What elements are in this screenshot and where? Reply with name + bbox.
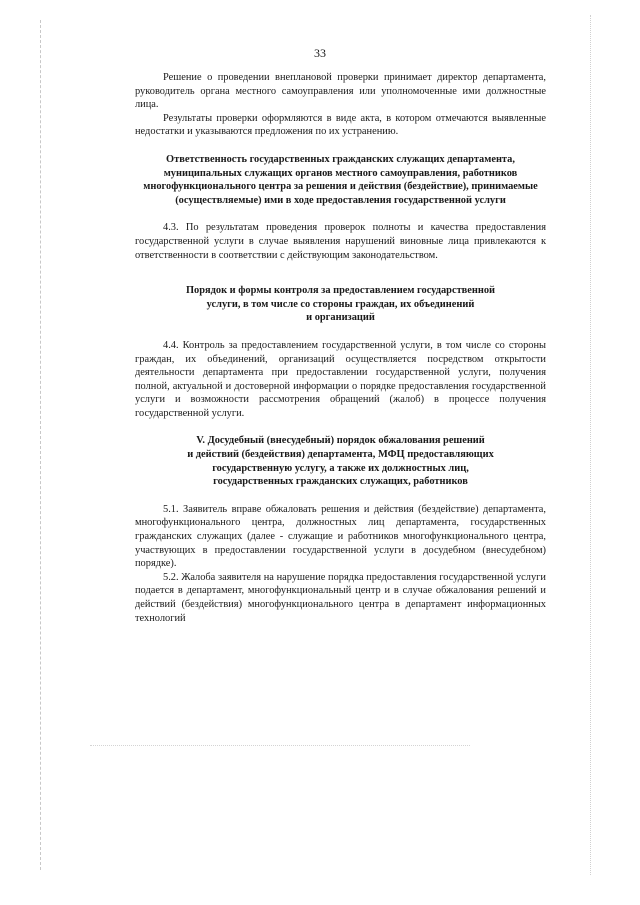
- paragraph-5-2: 5.2. Жалоба заявителя на нарушение порядка предоставления государственной услуги подается в департамент, многофункциональный центр и в случае обжалования решений и действий (бездействия) многофункционального центра в департамент информационных технологий: [135, 571, 546, 624]
- heading-section-v-line: государственных гражданских служащих, работников: [213, 476, 468, 488]
- heading-control-forms-line: Порядок и формы контроля за предоставлением государственной: [185, 285, 496, 297]
- heading-control-forms-line: и организаций: [306, 312, 375, 324]
- paragraph-5-1: 5.1. Заявитель вправе обжаловать решения и действия (бездействие) департамента, многофункционального центра, должностных лиц департамента, государственных гражданских служащих (далее - служащие и работников многофункционального центра, участвующих в предоставлении государственной услуги в досудебном (внесудебном) порядке).: [135, 503, 546, 570]
- heading-section-v-line: и действий (бездействия) департамента, МФЦ предоставляющих: [187, 449, 494, 461]
- heading-control-forms: [135, 284, 546, 325]
- document-body: [135, 71, 546, 625]
- heading-control-forms-line: услуги, в том числе со стороны граждан, их объединений: [206, 298, 475, 310]
- page-number: 33: [314, 46, 326, 60]
- heading-section-v-line: V. Досудебный (внесудебный) порядок обжалования решений: [196, 435, 485, 447]
- scan-edge-bottom: [90, 745, 470, 746]
- paragraph-unplanned-inspection: Решение о проведении внеплановой проверки принимает директор департамента, руководитель органа местного самоуправления или уполномоченные ими должностные лица.: [135, 72, 546, 111]
- scan-edge-right: [590, 15, 591, 875]
- paragraph-4-4: 4.4. Контроль за предоставлением государственной услуги, в том числе со стороны граждан, их объединений, организаций осуществляется посредством открытости деятельности департамента при предоставлении государственной услуги, получения полной, актуальной и достоверной информации о порядке предоставления государственной услуги и возможности рассмотрения обращений (жалоб) в процессе получения государственной услуги.: [135, 339, 546, 419]
- heading-section-v-line: государственную услугу, а также их должностных лиц,: [212, 462, 469, 474]
- paragraph-4-3: 4.3. По результатам проведения проверок полноты и качества предоставления государственной услуги в случае выявления нарушений виновные лица привлекаются к ответственности в соответствии с действующим законодательством.: [135, 222, 546, 261]
- heading-section-v: [135, 434, 546, 488]
- scan-edge-left: [40, 20, 41, 870]
- paragraph-inspection-results: Результаты проверки оформляются в виде акта, в котором отмечаются выявленные недостатки и указываются предложения по их устранению.: [135, 112, 546, 138]
- heading-responsibility: Ответственность государственных гражданских служащих департамента, муниципальных служащих органов местного самоуправления, работников многофункционального центра за решения и действия (бездействие), принимаемые (осуществляемые) ими в ходе предоставления государственной услуги: [143, 153, 538, 206]
